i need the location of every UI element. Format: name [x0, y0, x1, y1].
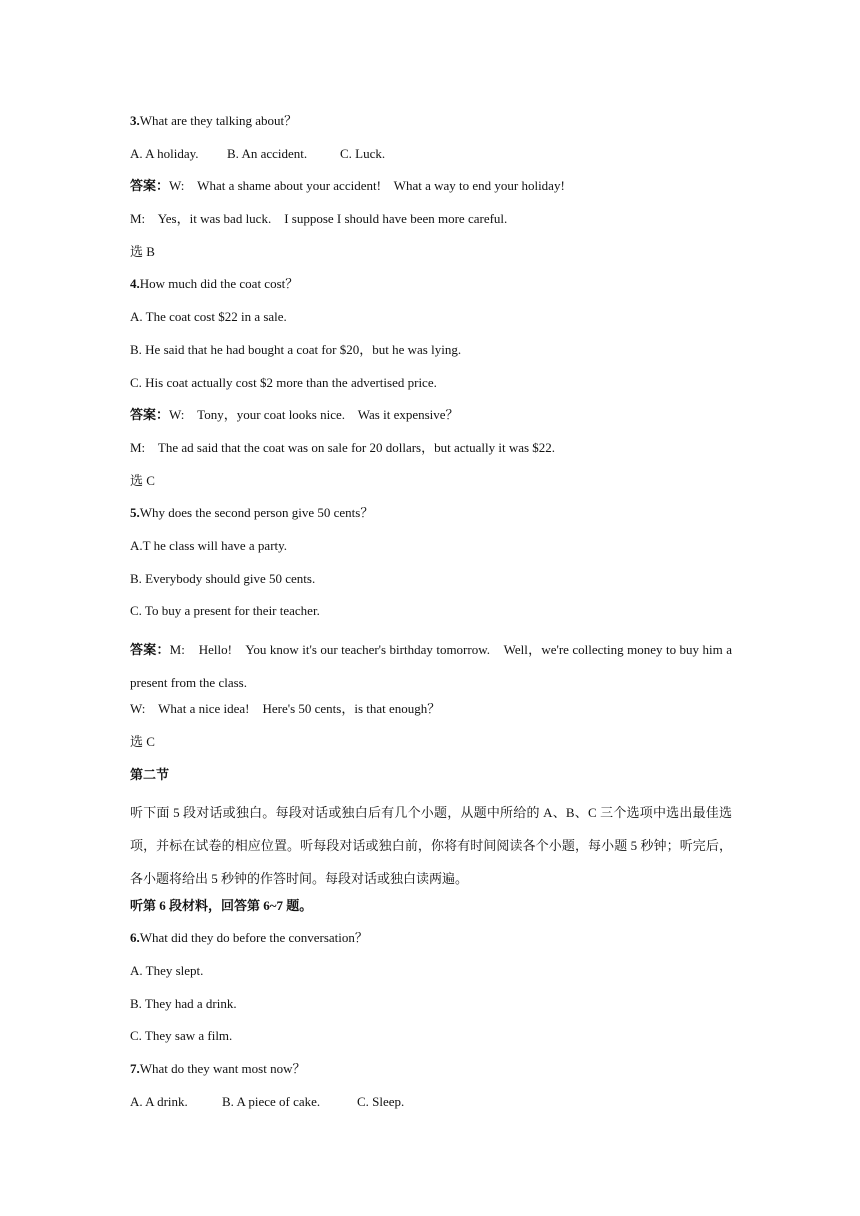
option-a: A.T he class will have a party.	[130, 537, 288, 553]
question-text: How much did the coat cost？	[139, 276, 299, 292]
question-3	[130, 111, 732, 144]
question-4	[130, 274, 732, 307]
answer-transcript-line	[130, 176, 732, 209]
question-text: Why does the second person give 50 cents？	[139, 505, 374, 521]
question-number: 5.	[130, 505, 140, 521]
question-3-options	[130, 144, 732, 177]
transcript-text: W: What a shame about your accident! What a way to end your holiday!	[169, 178, 565, 194]
question-7-options	[130, 1092, 732, 1125]
question-7	[130, 1059, 732, 1092]
answer-transcript-line	[130, 405, 732, 438]
material-header: 听第 6 段材料，回答第 6~7 题。	[130, 897, 313, 913]
option-a: A. They slept.	[130, 962, 204, 978]
answer-label: 答案：	[130, 178, 170, 194]
answer-label: 答案：	[130, 407, 170, 423]
option-c: C. Sleep.	[357, 1093, 405, 1109]
section-title: 第二节	[130, 766, 170, 782]
question-text: What do they want most now？	[139, 1061, 306, 1077]
option-a: A. The coat cost $22 in a sale.	[130, 309, 287, 325]
question-text: What are they talking about？	[139, 113, 298, 128]
transcript-line: M: The ad said that the coat was on sale for 20 dollars，but actually it was $22.	[130, 439, 556, 455]
option-c: C. His coat actually cost $2 more than the advertised price.	[130, 374, 437, 390]
option-b: B. Everybody should give 50 cents.	[130, 570, 316, 586]
transcript-line: M: Yes，it was bad luck. I suppose I should have been more careful.	[130, 211, 508, 227]
question-number: 6.	[130, 930, 140, 946]
section-instructions: 听下面 5 段对话或独白。每段对话或独白后有几个小题，从题中所给的 A、B、C 三个选项中选出最佳选项，并标在试卷的相应位置。听每段对话或独白前，你将有时间阅读各个小题，每小题 5 秒钟；听完后，各小题将给出 5 秒钟的作答时间。每段对话或独白读两遍。	[130, 805, 732, 886]
answer-choice: 选 C	[130, 472, 155, 488]
answer-choice: 选 B	[130, 243, 155, 259]
transcript-line: W: What a nice idea! Here's 50 cents，is that enough？	[130, 701, 441, 717]
transcript-text: W: Tony，your coat looks nice. Was it expensive？	[169, 407, 459, 423]
option-a: A. A drink.	[130, 1093, 188, 1109]
option-b: B. An accident.	[227, 145, 308, 161]
question-number: 4.	[130, 276, 140, 292]
option-c: C. To buy a present for their teacher.	[130, 603, 320, 619]
option-b: B. He said that he had bought a coat for $20，but he was lying.	[130, 341, 462, 357]
answer-choice: 选 C	[130, 734, 155, 750]
question-number: 7.	[130, 1061, 140, 1077]
option-c: C. They saw a film.	[130, 1028, 233, 1044]
question-5	[130, 503, 732, 536]
answer-label: 答案：	[130, 642, 170, 657]
answer-transcript-line	[130, 634, 732, 699]
option-c: C. Luck.	[340, 145, 386, 161]
option-b: B. They had a drink.	[130, 995, 237, 1011]
transcript-text: M: Hello! You know it's our teacher's birthday tomorrow. Well，we're collecting money to buy him a present from the class.	[130, 642, 732, 690]
document-content	[130, 111, 732, 1124]
question-6	[130, 928, 732, 961]
option-a: A. A holiday.	[130, 145, 199, 161]
option-b: B. A piece of cake.	[222, 1093, 321, 1109]
question-number: 3.	[130, 113, 140, 128]
question-text: What did they do before the conversation？	[139, 930, 368, 946]
